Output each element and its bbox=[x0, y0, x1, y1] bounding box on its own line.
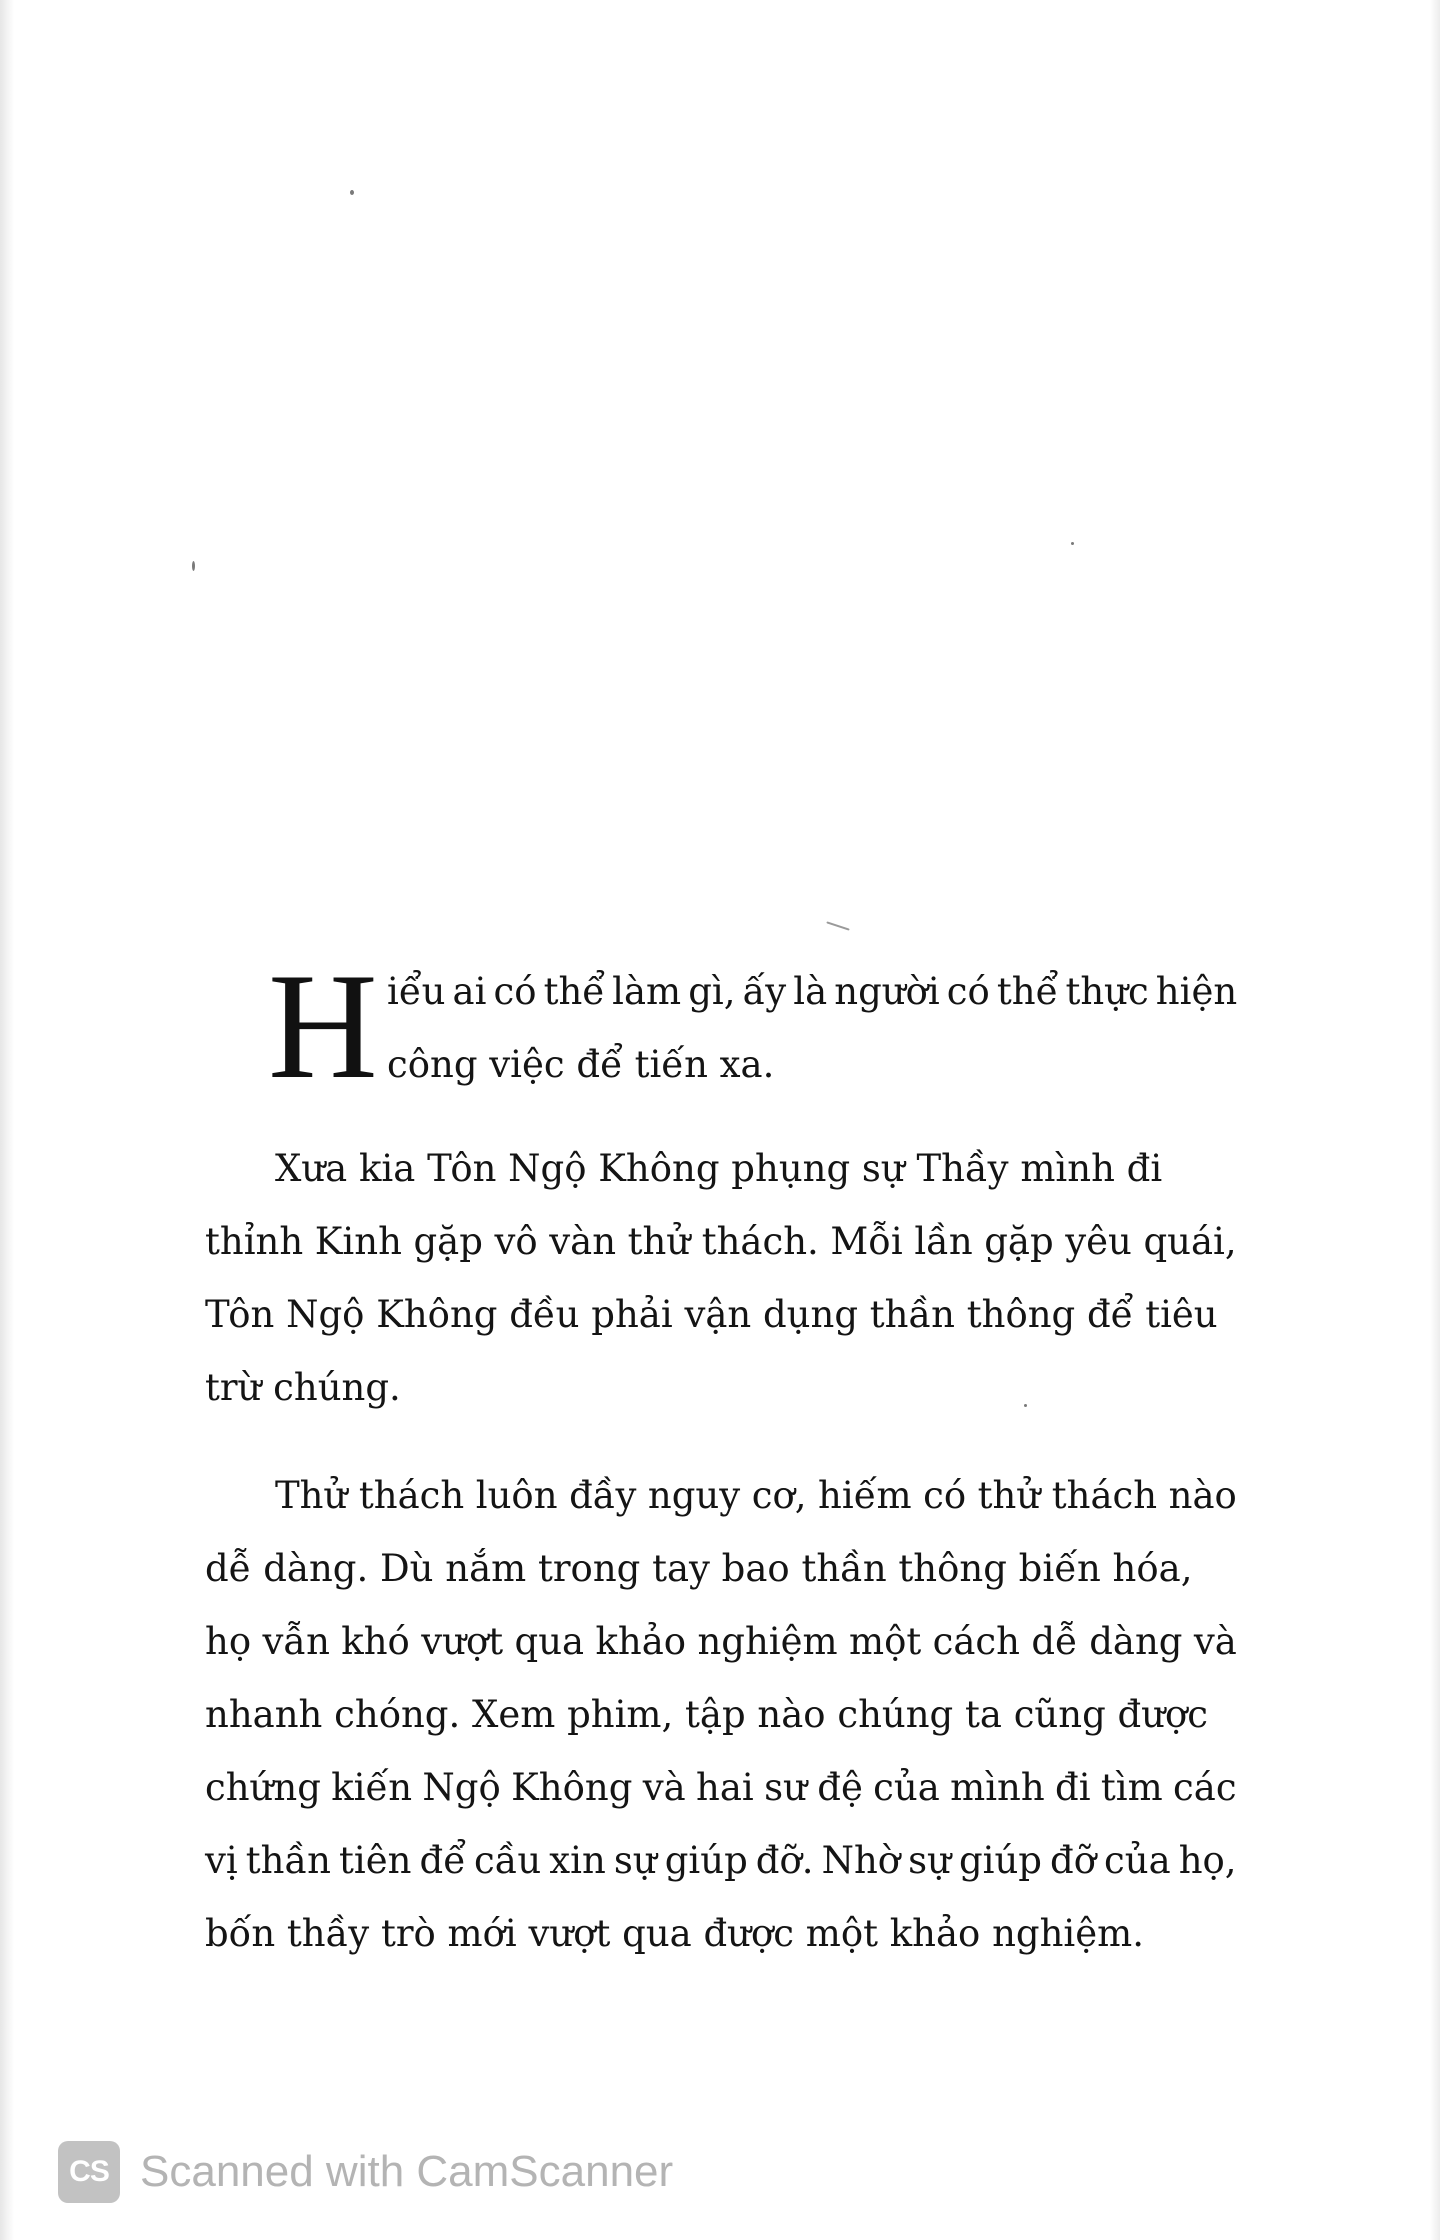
text-line: công việc để tiến xa. bbox=[387, 1043, 775, 1086]
camscanner-logo-icon: CS bbox=[58, 2141, 120, 2203]
text-line: Thử thách luôn đầy nguy cơ, hiếm có thử thách nào bbox=[275, 1474, 1237, 1517]
text-line: Xưa kia Tôn Ngộ Không phụng sự Thầy mình đi bbox=[275, 1147, 1163, 1190]
text-line: Tôn Ngộ Không đều phải vận dụng thần thông để tiêu bbox=[205, 1293, 1218, 1336]
paragraph-3 bbox=[205, 1459, 1237, 1970]
drop-cap-letter: H bbox=[268, 942, 378, 1110]
paragraph-2 bbox=[205, 1132, 1237, 1424]
scan-speck bbox=[192, 561, 195, 571]
page-edge-shadow-right bbox=[1430, 0, 1440, 2240]
scan-speck bbox=[1071, 542, 1074, 545]
text-line: trừ chúng. bbox=[205, 1366, 401, 1409]
text-line: nhanh chóng. Xem phim, tập nào chúng ta cũng được bbox=[205, 1693, 1209, 1736]
scan-speck bbox=[350, 190, 354, 195]
text-line: bốn thầy trò mới vượt qua được một khảo nghiệm. bbox=[205, 1912, 1145, 1955]
text-line: thỉnh Kinh gặp vô vàn thử thách. Mỗi lần gặp yêu quái, bbox=[205, 1220, 1237, 1263]
text-line: dễ dàng. Dù nắm trong tay bao thần thông biến hóa, bbox=[205, 1547, 1193, 1590]
text-line: vị thần tiên để cầu xin sự giúp đỡ. Nhờ sự giúp đỡ của họ, bbox=[205, 1839, 1237, 1882]
text-line: iểu ai có thể làm gì, ấy là người có thể thực hiện bbox=[387, 970, 1238, 1013]
paragraph-1 bbox=[205, 955, 1237, 1101]
text-line: họ vẫn khó vượt qua khảo nghiệm một cách dễ dàng và bbox=[205, 1620, 1237, 1663]
camscanner-watermark bbox=[58, 2140, 673, 2204]
text-line: chứng kiến Ngộ Không và hai sư đệ của mình đi tìm các bbox=[205, 1766, 1237, 1809]
scan-speck bbox=[826, 921, 849, 930]
page-edge-shadow-left bbox=[0, 0, 14, 2240]
watermark-text: Scanned with CamScanner bbox=[140, 2147, 674, 2196]
